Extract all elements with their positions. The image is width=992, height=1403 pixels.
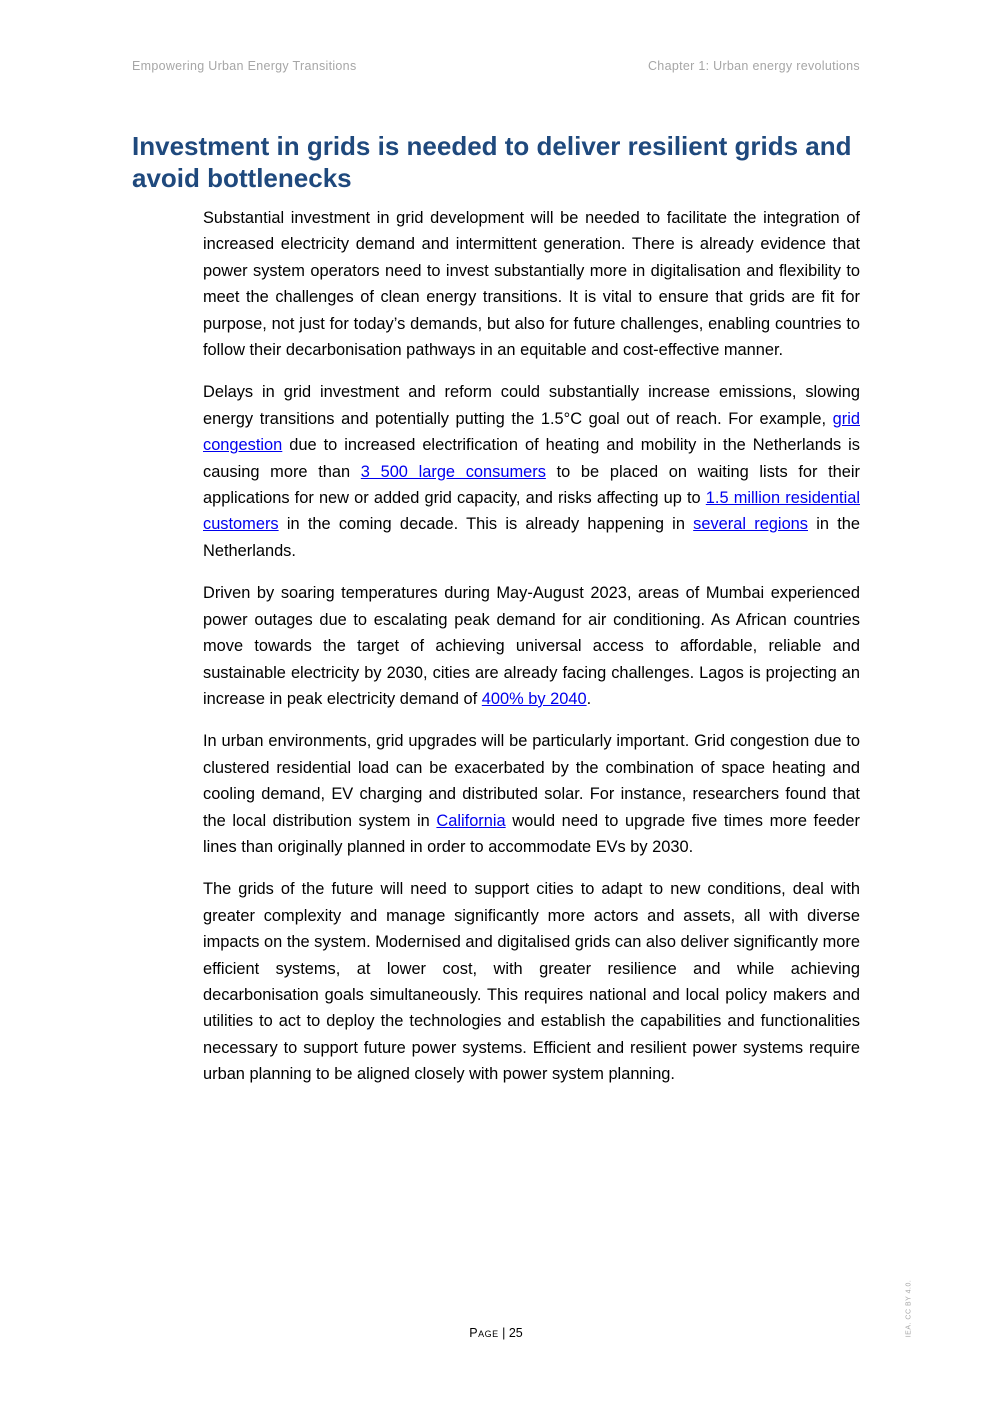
paragraph-2-text-1: Delays in grid investment and reform could substantially increase emissions, slowing energy transitions and potentially putting the 1.5°C goal out of reach. For example, [203, 383, 860, 428]
paragraph-3-text-2: . [586, 689, 592, 708]
paragraph-2-text-5: in the Netherlands. [203, 515, 860, 560]
section-title: Investment in grids is needed to deliver resilient grids and avoid bottlenecks [132, 131, 852, 193]
paragraph-5: The grids of the future will need to support cities to adapt to new conditions, deal with greater complexity and manage significantly more actors and assets, all with diverse impacts on the system. Modernised and digitalised grids can also deliver significantly more efficient systems, at lower cost, with greater resilience and while achieving decarbonisation goals simultaneously. This requires national and local policy makers and utilities to act to deploy the technologies and establish the capabilities and functionalities necessary to support future power systems. Efficient and resilient power systems require urban planning to be aligned closely with power system planning. [203, 880, 860, 1084]
page-label: Page [469, 1326, 499, 1340]
page-footer [0, 1326, 992, 1340]
paragraph-4-text-1: In urban environments, grid upgrades will be particularly important. Grid congestion due to clustered residential load can be exacerbated by the combination of space heating and cooling demand, EV charging and distributed solar. For instance, researchers found that the local distribution system in [203, 732, 860, 830]
paragraph-2-text-2: due to increased electrification of heating and mobility in the Netherlands is causing more than [203, 436, 860, 481]
page-number: 25 [508, 1326, 523, 1340]
running-header-right: Chapter 1: Urban energy revolutions [647, 59, 860, 73]
paragraph-4 [203, 728, 860, 860]
page-separator: | [498, 1326, 509, 1340]
paragraph-3 [203, 580, 860, 712]
grid-congestion-link[interactable]: grid congestion [203, 409, 860, 455]
lagos-demand-link[interactable]: 400% by 2040 [481, 689, 587, 708]
body-text [203, 205, 860, 1104]
paragraph-2-text-3: to be placed on waiting lists for their applications for new or added grid capacity, and risks affecting up to [203, 462, 861, 508]
residential-customers-link[interactable]: 1.5 million residential customers [203, 489, 860, 534]
paragraph-4-text-2: would need to upgrade five times more feeder lines than originally planned in order to accommodate EVs by 2030. [203, 811, 860, 856]
paragraph-2-text-4: in the coming decade. This is already happening in [278, 515, 694, 534]
paragraph-3-text-1: Driven by soaring temperatures during May-August 2023, areas of Mumbai experienced power outages due to escalating peak demand for air conditioning. As African countries move towards the target of achieving universal access to affordable, reliable and sustainable electricity by 2030, cities are already facing challenges. Lagos is projecting an increase in peak electricity demand of [203, 584, 860, 708]
california-link[interactable]: California [436, 811, 506, 830]
license-note: IEA. CC BY 4.0. [905, 1279, 913, 1338]
large-consumers-link[interactable]: 3 500 large consumers [360, 462, 546, 481]
paragraph-1: Substantial investment in grid development will be needed to facilitate the integration of increased electricity demand and intermittent generation. There is already evidence that power system operators need to invest substantially more in digitalisation and flexibility to meet the challenges of clean energy transitions. It is vital to ensure that grids are fit for purpose, not just for today’s demands, but also for future challenges, enabling countries to follow their decarbonisation pathways in an equitable and cost-effective manner. [203, 209, 860, 360]
paragraph-2 [203, 379, 860, 564]
running-header-left: Empowering Urban Energy Transitions [132, 59, 357, 73]
several-regions-link[interactable]: several regions [693, 515, 808, 534]
